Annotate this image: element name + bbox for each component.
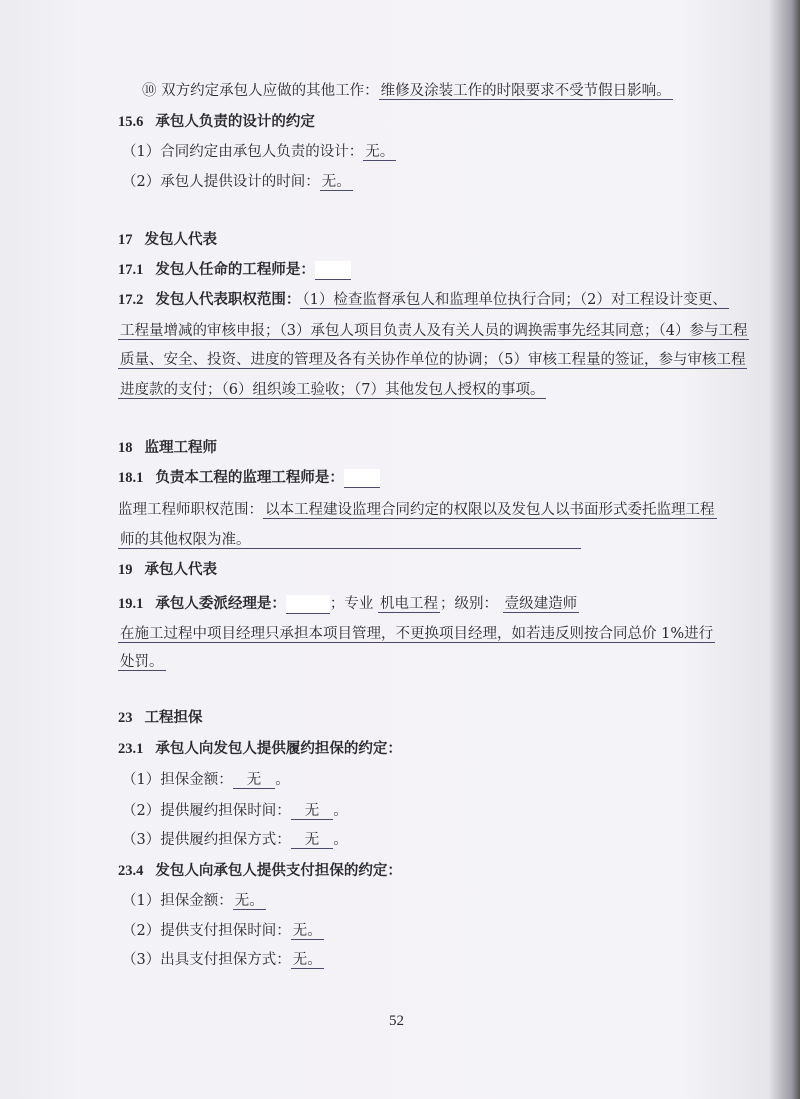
section-title: 承包人负责的设计的约定 <box>155 113 315 130</box>
para-19-1 <box>118 594 579 614</box>
section-title: 发包人代表 <box>144 231 217 248</box>
period: 。 <box>275 772 290 788</box>
item-23-4-1 <box>122 891 266 911</box>
value: 在施工过程中项目经理只承担本项目管理，不更换项目经理，如若违反则按合同总价 1%进行 <box>120 626 714 642</box>
value: 无 <box>291 832 334 849</box>
heading-18-1 <box>118 468 380 488</box>
label: （2）提供履约担保时间： <box>122 803 291 819</box>
value: （1）检查监督承包人和监理单位执行合同；（2）对工程设计变更、 <box>302 292 727 308</box>
para-17-2-line3 <box>118 350 747 370</box>
heading-15-6 <box>118 112 315 132</box>
value: 壹级建造师 <box>504 596 578 612</box>
section-title: 工程担保 <box>144 709 203 726</box>
label: （3）提供履约担保方式： <box>122 832 291 848</box>
item-23-4-3 <box>122 950 324 970</box>
label: （2）提供支付担保时间： <box>122 923 291 939</box>
section-title: 发包人向承包人提供支付担保的约定： <box>155 862 402 879</box>
heading-17-1 <box>118 260 351 280</box>
section-number: 23 <box>118 710 133 726</box>
value: 无。 <box>365 144 395 160</box>
label: （2）承包人提供设计的时间： <box>122 174 320 190</box>
item-15-6-2 <box>122 172 353 192</box>
value: 师的其他权限为准。 <box>118 532 581 549</box>
redacted-name <box>344 469 380 488</box>
para-19-note-line2 <box>118 652 166 672</box>
section-number: 15.6 <box>118 114 144 130</box>
value: 无。 <box>292 923 322 939</box>
item-23-4-2 <box>122 921 324 941</box>
period: 。 <box>333 803 348 819</box>
heading-19 <box>118 560 217 580</box>
item-10-other-work <box>142 81 673 101</box>
section-number: 17.1 <box>118 262 144 278</box>
section-number: 18.1 <box>118 470 144 486</box>
redacted-name <box>315 261 351 280</box>
item-15-6-1 <box>122 142 396 162</box>
period: 。 <box>333 832 348 848</box>
value: 进度款的支付；（6）组织竣工验收；（7）其他发包人授权的事项。 <box>120 382 545 398</box>
redacted-name <box>286 595 330 614</box>
value: 无 <box>233 772 276 789</box>
label: ；级别： <box>439 596 498 612</box>
para-17-2-line1 <box>118 290 729 310</box>
value: 无。 <box>234 893 264 909</box>
value: 工程量增减的审核申报；（3）承包人项目负责人及有关人员的调换需事先经其同意；（4）参与工程 <box>120 323 748 339</box>
heading-23-4 <box>118 861 402 881</box>
section-title: 承包人代表 <box>144 561 217 578</box>
heading-23-1 <box>118 739 402 759</box>
section-title: 负责本工程的监理工程师是： <box>155 469 344 486</box>
label: 监理工程师职权范围： <box>118 502 263 518</box>
label: （1）担保金额： <box>122 893 233 909</box>
value: 维修及涂装工作的时限要求不受节假日影响。 <box>380 83 671 99</box>
section-number: 18 <box>118 440 133 456</box>
page-number: 52 <box>389 1013 404 1029</box>
section-number: 19 <box>118 562 133 578</box>
value: 机电工程 <box>379 596 438 612</box>
value: 质量、安全、投资、进度的管理及各有关协作单位的协调；（5）审核工程量的签证，参与审核工程 <box>120 352 746 368</box>
item-23-1-2 <box>122 801 348 821</box>
item-23-1-3 <box>122 830 348 850</box>
para-18-scope-line2 <box>118 530 581 550</box>
label: ⑩ 双方约定承包人应做的其他工作： <box>142 83 379 99</box>
section-title: 监理工程师 <box>144 439 217 456</box>
section-title: 发包人任命的工程师是： <box>155 261 315 278</box>
label: （3）出具支付担保方式： <box>122 952 291 968</box>
value: 无。 <box>321 174 351 190</box>
value: 无。 <box>292 952 322 968</box>
heading-23 <box>118 708 203 728</box>
heading-17 <box>118 230 217 250</box>
item-23-1-1 <box>122 770 290 790</box>
para-17-2-line2 <box>118 321 749 341</box>
value: 无 <box>291 803 334 820</box>
para-19-note-line1 <box>118 624 715 644</box>
section-title: 发包人代表职权范围： <box>155 291 301 308</box>
label: （1）担保金额： <box>122 772 233 788</box>
value: 处罚。 <box>120 654 164 670</box>
value: 以本工程建设监理合同约定的权限以及发包人以书面形式委托监理工程 <box>265 502 715 518</box>
heading-18 <box>118 438 217 458</box>
label: ；专业 <box>329 596 374 612</box>
section-title: 承包人委派经理是： <box>155 595 286 612</box>
section-number: 17 <box>118 232 133 248</box>
para-18-scope-line1 <box>118 500 717 520</box>
section-number: 19.1 <box>118 596 144 612</box>
section-number: 23.1 <box>118 741 144 757</box>
section-number: 17.2 <box>118 292 144 308</box>
label: （1）合同约定由承包人负责的设计： <box>122 144 364 160</box>
para-17-2-line4 <box>118 380 546 400</box>
section-number: 23.4 <box>118 863 144 879</box>
section-title: 承包人向发包人提供履约担保的约定： <box>155 740 402 757</box>
